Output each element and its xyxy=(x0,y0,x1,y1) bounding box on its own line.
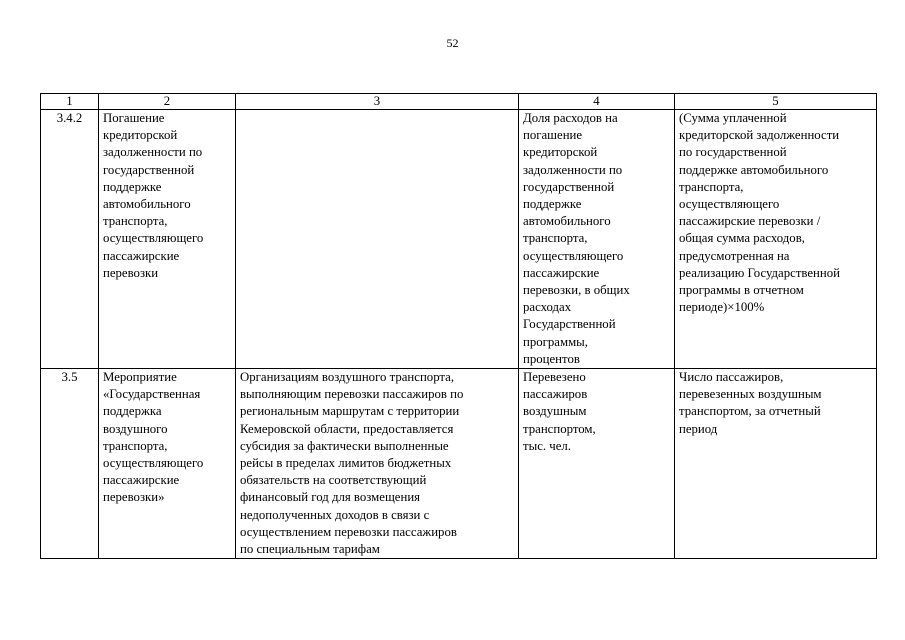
measure-name: Погашение кредиторской задолженности по государственной поддержке автомобильного транспорта, осуществляющего пассажирские перевозки xyxy=(99,110,236,369)
row-number: 3.4.2 xyxy=(41,110,99,369)
indicator-formula: Число пассажиров, перевезенных воздушным транспортом, за отчетный период xyxy=(675,369,877,559)
header-col-3: 3 xyxy=(236,94,519,110)
header-col-2: 2 xyxy=(99,94,236,110)
header-col-4: 4 xyxy=(519,94,675,110)
program-table xyxy=(40,93,877,559)
header-row xyxy=(41,94,877,110)
measure-description xyxy=(236,110,519,369)
table-header xyxy=(41,94,877,110)
table-row xyxy=(41,110,877,369)
page-number: 52 xyxy=(446,36,459,50)
indicator-name: Перевезено пассажиров воздушным транспортом, тыс. чел. xyxy=(519,369,675,559)
table-body xyxy=(41,110,877,559)
header-col-1: 1 xyxy=(41,94,99,110)
header-col-5: 5 xyxy=(675,94,877,110)
measure-description: Организациям воздушного транспорта, выполняющим перевозки пассажиров по региональным маршрутам с территории Кемеровской области, предоставляется субсидия за фактически выполненные рейсы в пределах лимитов бюджетных обязательств на соответствующий финансовый год для возмещения недополученных доходов в связи с осуществлением перевозки пассажиров по специальным тарифам xyxy=(236,369,519,559)
row-number: 3.5 xyxy=(41,369,99,559)
measure-name: Мероприятие «Государственная поддержка воздушного транспорта, осуществляющего пассажирские перевозки» xyxy=(99,369,236,559)
indicator-name: Доля расходов на погашение кредиторской задолженности по государственной поддержке автомобильного транспорта, осуществляющего пассажирские перевозки, в общих расходах Государственной программы, процентов xyxy=(519,110,675,369)
table-row xyxy=(41,369,877,559)
indicator-formula: (Сумма уплаченной кредиторской задолженности по государственной поддержке автомобильного транспорта, осуществляющего пассажирские перевозки / общая сумма расходов, предусмотренная на реализацию Государственной программы в отчетном периоде)×100% xyxy=(675,110,877,369)
